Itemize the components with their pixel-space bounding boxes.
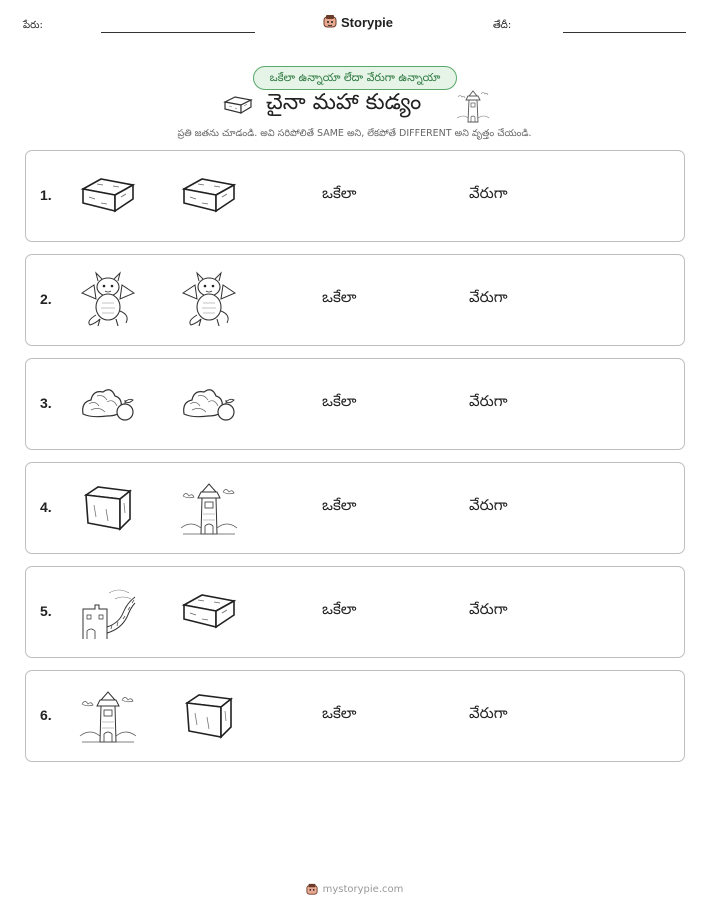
dumpling-orange-icon [78,373,138,435]
great-wall-icon [78,581,138,643]
same-option[interactable]: ఒకేలా [322,392,357,410]
same-option[interactable]: ఒకేలా [322,704,357,722]
comparison-row [25,150,685,242]
footer-url[interactable]: mystorypie.com [322,884,404,895]
comparison-row [25,566,685,658]
same-option[interactable]: ఒకేలా [322,288,357,306]
brick-icon [78,165,138,227]
worksheet-title: చైనా మహా కుడ్యం [266,90,422,115]
same-option[interactable]: ఒకేలా [322,184,357,202]
storypie-mascot-icon [323,13,337,32]
worksheet-instructions: ప్రతి జతను చూడండి. అవి సరిపోలితే SAME అని, లేకపోతే DIFFERENT అని వృత్తం చేయండి. [177,128,532,139]
watchtower-icon [78,685,138,747]
different-option[interactable]: వేరుగా [469,600,508,618]
watchtower-icon [456,88,490,128]
comparison-row [25,462,685,554]
name-label: పేరు: [23,20,43,31]
worksheet-header [0,0,709,40]
brand-name: Storypie [341,15,394,30]
title-row [0,88,709,124]
worksheet-subtitle: ఒకేలా ఉన్నాయా లేదా వేరుగా ఉన్నాయా [253,66,457,90]
comparison-row [25,670,685,762]
footer [0,880,709,899]
date-field-line[interactable] [563,32,686,33]
row-number: 5. [40,603,52,619]
different-option[interactable]: వేరుగా [469,392,508,410]
dumpling-orange-icon [179,373,239,435]
different-option[interactable]: వేరుగా [469,184,508,202]
brand-logo [323,13,393,32]
dragon-icon [78,269,138,331]
same-option[interactable]: ఒకేలా [322,496,357,514]
stone-block-icon [78,477,138,539]
stone-block-icon [179,685,239,747]
row-number: 1. [40,187,52,203]
dragon-icon [179,269,239,331]
storypie-mascot-icon [306,880,318,899]
comparison-row [25,254,685,346]
date-label: తేదీ: [493,20,512,31]
row-number: 3. [40,395,52,411]
row-number: 6. [40,707,52,723]
row-number: 4. [40,499,52,515]
different-option[interactable]: వేరుగా [469,704,508,722]
name-field-line[interactable] [101,32,255,33]
brick-icon [179,581,239,643]
different-option[interactable]: వేరుగా [469,496,508,514]
brick-icon [179,165,239,227]
watchtower-icon [179,477,239,539]
comparison-row [25,358,685,450]
same-option[interactable]: ఒకేలా [322,600,357,618]
row-number: 2. [40,291,52,307]
comparison-rows [25,150,685,774]
different-option[interactable]: వేరుగా [469,288,508,306]
brick-icon [222,94,254,120]
